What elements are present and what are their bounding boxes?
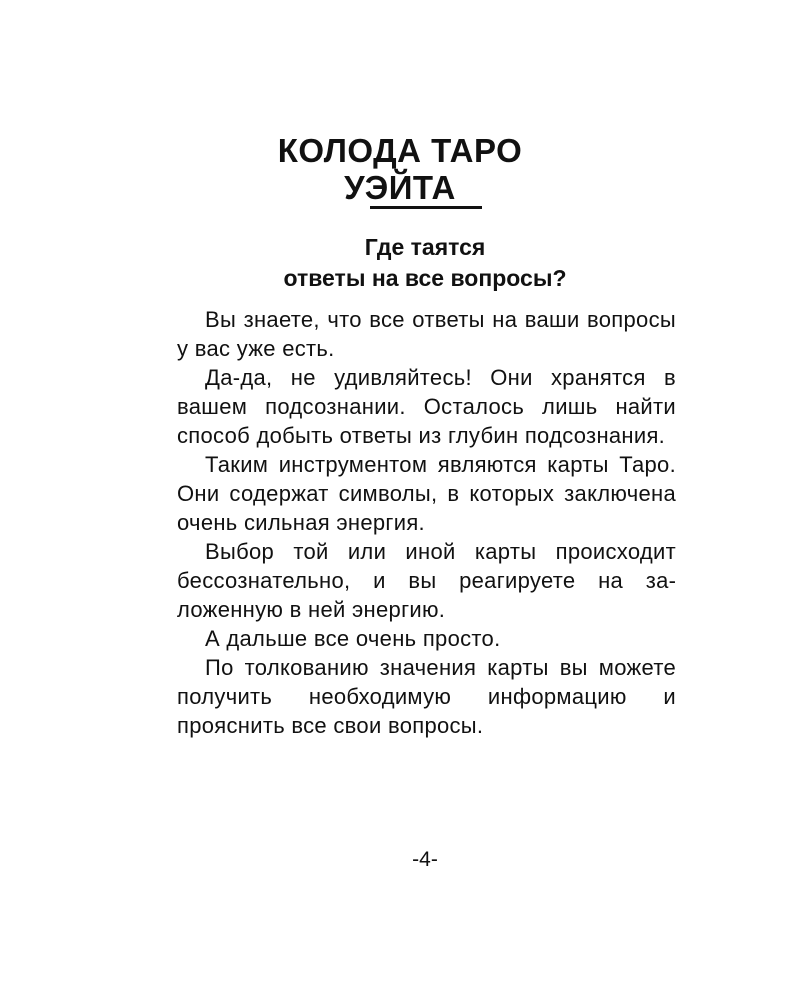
paragraph-2: Да-да, не удивляйтесь! Они хранятся в вашем подсознании. Осталось лишь найти способ добыть ответы из глубин подсознания.	[177, 365, 676, 448]
page-number: -4-	[412, 848, 438, 871]
paragraph-3: Таким инструментом являются карты Таро. Они содержат символы, в которых заключена очень сильная энергия.	[177, 452, 676, 535]
section-heading-line-2: ответы на все вопросы?	[283, 265, 567, 291]
book-title-line-1: КОЛОДА ТАРО	[277, 132, 523, 169]
title-underline	[370, 206, 482, 209]
body-text	[177, 305, 676, 740]
paragraph-4: Выбор той или иной карты происходит бессознательно, и вы реагируете на заложенную в ней энергию.	[177, 539, 676, 622]
book-title-line-2: УЭЙТА	[344, 169, 456, 206]
paragraph-6: По толкованию значения карты вы можете получить необходимую информацию и прояснить все свои вопросы.	[177, 655, 676, 738]
paragraph-5: А дальше все очень просто.	[205, 626, 501, 651]
paragraph-1: Вы знаете, что все ответы на ваши вопросы у вас уже есть.	[177, 307, 676, 361]
section-heading-line-1: Где таятся	[364, 234, 486, 260]
